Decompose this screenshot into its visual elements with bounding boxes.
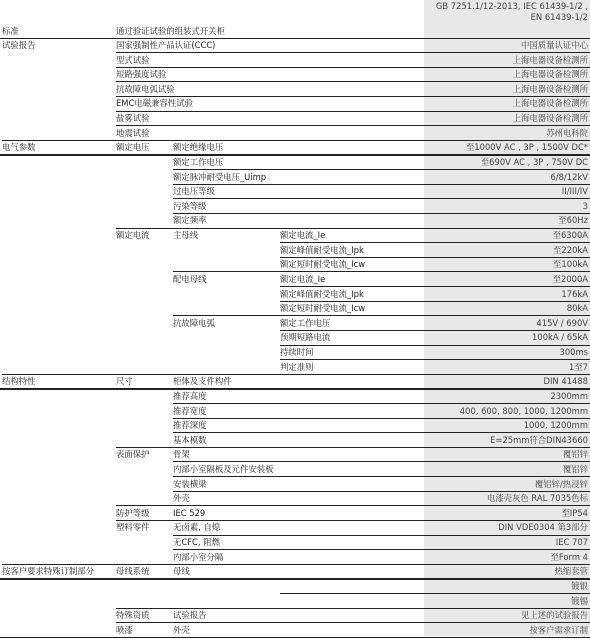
row-2-value: 上海电器设备检测所 [512, 54, 588, 65]
row-13-col-2: 额定频率 [173, 215, 207, 226]
row-27-col-2: 推荐深度 [173, 420, 207, 431]
row-40-col-2: 试验报告 [173, 610, 207, 621]
row-41-rule [116, 622, 590, 623]
row-3-col-1: 短路强度试验 [116, 69, 167, 80]
row-29-value: 覆铝锌 [562, 449, 588, 460]
row-14-rule [116, 228, 590, 229]
row-10-value: 6/8/12kV [550, 171, 588, 182]
row-28-col-2: 基本模数 [173, 434, 207, 445]
row-16-rule [280, 257, 590, 258]
row-25-col-2: 推荐高度 [173, 390, 207, 401]
row-11-rule [173, 184, 590, 185]
row-8-col-0: 电气参数 [2, 142, 36, 153]
row-20-rule [173, 315, 590, 316]
row-3-rule [116, 67, 590, 68]
row-24-col-1: 尺寸 [116, 376, 133, 387]
row-23-col-3: 判定准则 [280, 361, 314, 372]
row-13-rule [173, 213, 590, 214]
row-26-rule [173, 403, 590, 404]
row-25-value: 2300mm [550, 390, 588, 401]
row-20-col-2: 抗故障电弧 [173, 317, 215, 328]
row-26-col-2: 推荐宽度 [173, 405, 207, 416]
row-5-rule [116, 96, 590, 97]
row-10-col-2: 额定脉冲耐受电压_Uimp [173, 171, 267, 182]
row-30-col-2: 内部小室隔板及元件安装板 [173, 463, 274, 474]
row-14-col-2: 主母线 [173, 230, 199, 241]
row-31-col-2: 安装横梁 [173, 478, 207, 489]
row-6-rule [116, 111, 590, 112]
row-21-rule [280, 330, 590, 331]
row-15-rule [280, 242, 590, 243]
row-17-rule [173, 271, 590, 272]
row-32-col-2: 外壳 [173, 493, 190, 504]
row-33-value: 至IP54 [561, 507, 588, 518]
row-19-rule [280, 301, 590, 302]
row-12-col-2: 污染等级 [173, 200, 207, 211]
row-41-col-2: 外壳 [173, 624, 190, 635]
row-35-rule [173, 535, 590, 536]
row-32-rule [173, 491, 590, 492]
row-20-col-3: 额定工作电压 [280, 317, 331, 328]
row-5-col-1: EMC电磁兼容性试验 [116, 98, 193, 109]
row-2-rule [116, 52, 590, 53]
row-18-value: 176kA [561, 288, 588, 299]
row-10-rule [173, 169, 590, 170]
row-30-rule [173, 461, 590, 462]
row-34-rule [116, 520, 590, 521]
row-23-value: 1至7 [568, 361, 588, 372]
row-31-value: 覆铝锌/热浸锌 [534, 478, 588, 489]
row-34-value: DIN VDE0304 第3部分 [498, 522, 588, 533]
row-1-col-0: 试验报告 [2, 40, 36, 50]
row-16-col-3: 额定短时耐受电流_Icw [280, 259, 366, 270]
row-29-rule [116, 447, 590, 448]
row-11-value: II/III/IV [561, 186, 588, 197]
row-15-value: 至220kA [553, 244, 588, 255]
row-34-col-1: 塑料零件 [116, 522, 150, 533]
row-16-value: 至100kA [553, 259, 588, 270]
row-24-rule [2, 374, 590, 375]
row-37-rule [2, 564, 590, 565]
row-18-col-3: 额定峰值耐受电流_Ipk [280, 288, 364, 299]
row-3-value: 上海电器设备检测所 [512, 69, 588, 80]
row-40-value: 见上述的试验报告 [521, 610, 588, 621]
row-40-rule [116, 608, 590, 609]
row-30-value: 覆铝锌 [562, 463, 588, 474]
row-12-value: 3 [582, 200, 588, 211]
row-14-value: 至6300A [552, 230, 588, 241]
row-31-rule [173, 476, 590, 477]
row-9-col-2: 额定工作电压 [173, 156, 224, 167]
row-13-value: 至60Hz [558, 215, 588, 226]
row-7-col-1: 地震试验 [116, 127, 150, 138]
section-rule-3 [0, 578, 590, 579]
row-36-col-2: 内部小室分隔 [173, 551, 224, 562]
row-24-col-2: 柜体及支件构件 [173, 376, 232, 387]
row-0-value: GB 7251.1/12-2013, IEC 61439-1/2 , EN 61439-1/2 [435, 1, 588, 22]
row-17-value: 至2000A [552, 273, 588, 284]
row-8-value: 至1000V AC , 3P , 1500V DC* [465, 142, 588, 153]
row-15-col-3: 额定峰值耐受电流_Ipk [280, 244, 364, 255]
row-5-value: 上海电器设备检测所 [512, 98, 588, 109]
row-35-col-2: 无CFC, 阻燃 [173, 537, 220, 548]
row-24-value: DIN 41488 [543, 376, 588, 387]
row-8-col-2: 额定绝缘电压 [173, 142, 224, 153]
row-1-value: 中国质量认证中心 [521, 40, 588, 50]
row-6-col-1: 盐雾试验 [116, 113, 150, 124]
row-29-col-1: 表面保护 [116, 449, 150, 460]
row-0-col-0: 标准 [2, 26, 19, 36]
row-18-rule [280, 286, 590, 287]
row-40-col-1: 特殊资质 [116, 610, 150, 621]
row-35-value: IEC 707 [555, 537, 588, 548]
row-22-value: 300ms [559, 347, 588, 358]
row-17-col-3: 额定电流_Ie [280, 273, 326, 284]
row-28-value: E=25mm符合DIN43660 [490, 434, 588, 445]
row-9-value: 至690V AC , 3P , 750V DC [480, 156, 588, 167]
row-24-col-0: 结构特性 [2, 376, 36, 387]
row-2-col-1: 型式试验 [116, 54, 150, 65]
row-4-col-1: 抗故障电弧试验 [116, 83, 175, 94]
row-12-rule [173, 198, 590, 199]
row-28-rule [173, 432, 590, 433]
row-33-rule [116, 505, 590, 506]
row-37-col-1: 母线系统 [116, 566, 150, 577]
row-29-col-2: 骨架 [173, 449, 190, 460]
row-8-col-1: 额定电压 [116, 142, 150, 153]
row-19-value: 80kA [566, 303, 588, 314]
row-22-col-3: 持续时间 [280, 347, 314, 358]
row-4-rule [116, 81, 590, 82]
row-27-value: 1000, 1200mm [523, 420, 588, 431]
row-27-rule [173, 418, 590, 419]
row-26-value: 400, 600, 800, 1000, 1200mm [459, 405, 588, 416]
row-41-value: 按客户需求订制 [529, 624, 588, 635]
section-rule-0 [0, 38, 590, 39]
row-38-value: 镀银 [571, 580, 588, 591]
section-rule-1 [0, 154, 590, 155]
row-37-col-2: 母线 [173, 566, 190, 577]
row-21-col-3: 预期短路电流 [280, 332, 331, 343]
section-rule-2 [0, 388, 590, 389]
row-39-value: 镀锡 [571, 595, 588, 606]
row-34-col-2: 无卤素, 自熄 [173, 522, 221, 533]
row-17-col-2: 配电母线 [173, 273, 207, 284]
row-7-value: 苏州电科院 [546, 127, 588, 138]
row-33-col-2: IEC 529 [173, 507, 206, 518]
row-37-col-0: 按客户要求特殊订制部分 [2, 566, 95, 577]
row-14-col-3: 额定电流_Ie [280, 230, 326, 241]
row-39-rule [280, 593, 590, 594]
row-41-col-1: 喷漆 [116, 624, 133, 635]
row-19-col-3: 额定短时耐受电流_Icw [280, 303, 366, 314]
row-36-rule [173, 549, 590, 550]
row-33-col-1: 防护等级 [116, 507, 150, 518]
row-11-col-2: 过电压等级 [173, 186, 215, 197]
row-6-value: 上海电器设备检测所 [512, 113, 588, 124]
row-0-col-1: 通过验证试验的组装式开关柜 [116, 26, 225, 36]
row-20-value: 415V / 690V [536, 317, 588, 328]
row-4-value: 上海电器设备检测所 [512, 83, 588, 94]
row-14-col-1: 额定电流 [116, 230, 150, 241]
row-1-col-1: 国家强制性产品认证(CCC) [116, 40, 216, 50]
row-37-value: 热缩套管 [554, 566, 588, 577]
row-8-rule [2, 140, 590, 141]
row-32-value: 电漆壳灰色 RAL 7035色标 [486, 493, 588, 504]
row-7-rule [116, 125, 590, 126]
row-21-value: 100kA / 65kA [532, 332, 588, 343]
row-22-rule [280, 345, 590, 346]
row-36-value: 至Form 4 [550, 551, 588, 562]
row-23-rule [280, 359, 590, 360]
